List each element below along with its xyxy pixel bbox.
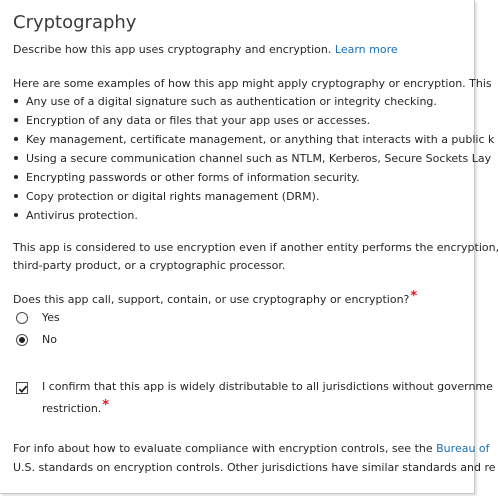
- learn-more-link[interactable]: Learn more: [334, 43, 398, 56]
- description-text: Describe how this app uses cryptography and encryption.: [13, 43, 332, 56]
- list-item: Encrypting passwords or other forms of information security.: [14, 171, 360, 184]
- bullet-icon: [14, 194, 18, 198]
- section-title: Cryptography: [13, 12, 137, 33]
- bullet-icon: [14, 99, 18, 103]
- required-marker: *: [102, 398, 110, 413]
- section-description: [13, 43, 398, 56]
- radio-selected-dot: [19, 337, 25, 343]
- confirm-line-1[interactable]: I confirm that this app is widely distributable to all jurisdictions without governme: [42, 380, 493, 393]
- bullet-icon: [14, 118, 18, 122]
- radio-no-label[interactable]: No: [42, 333, 57, 346]
- confirm-line-2: [42, 398, 110, 416]
- info-text: For info about how to evaluate compliance with encryption controls, see the: [13, 442, 433, 455]
- confirm-text-end: restriction.: [42, 402, 102, 415]
- info-line-2: U.S. standards on encryption controls. Other jurisdictions have similar standards and re: [13, 461, 496, 474]
- list-item: Key management, certificate management, or anything that interacts with a public k: [14, 133, 494, 146]
- radio-no[interactable]: [16, 334, 28, 346]
- radio-yes-label[interactable]: Yes: [42, 311, 60, 324]
- bullet-icon: [14, 137, 18, 141]
- radio-yes[interactable]: [16, 312, 28, 324]
- confirm-checkbox[interactable]: [16, 382, 28, 394]
- bullet-icon: [14, 156, 18, 160]
- list-item: Any use of a digital signature such as authentication or integrity checking.: [14, 95, 437, 108]
- question-label: [13, 289, 418, 307]
- bullet-icon: [14, 175, 18, 179]
- question-text: Does this app call, support, contain, or use cryptography or encryption?: [13, 293, 410, 306]
- list-item: Copy protection or digital rights management (DRM).: [14, 190, 319, 203]
- bullet-icon: [14, 213, 18, 217]
- list-item: Encryption of any data or files that your app uses or accesses.: [14, 114, 370, 127]
- list-item: Antivirus protection.: [14, 209, 138, 222]
- consider-line-1: This app is considered to use encryption even if another entity performs the encryption,: [13, 241, 499, 254]
- examples-intro: Here are some examples of how this app might apply cryptography or encryption. This: [13, 77, 492, 90]
- checkmark-icon: [17, 383, 29, 395]
- required-marker: *: [410, 289, 418, 304]
- bureau-link[interactable]: Bureau of: [436, 442, 490, 455]
- list-item: Using a secure communication channel such as NTLM, Kerberos, Secure Sockets Lay: [14, 152, 491, 165]
- consider-line-2: third-party product, or a cryptographic processor.: [13, 259, 286, 272]
- info-line-1: [13, 442, 490, 455]
